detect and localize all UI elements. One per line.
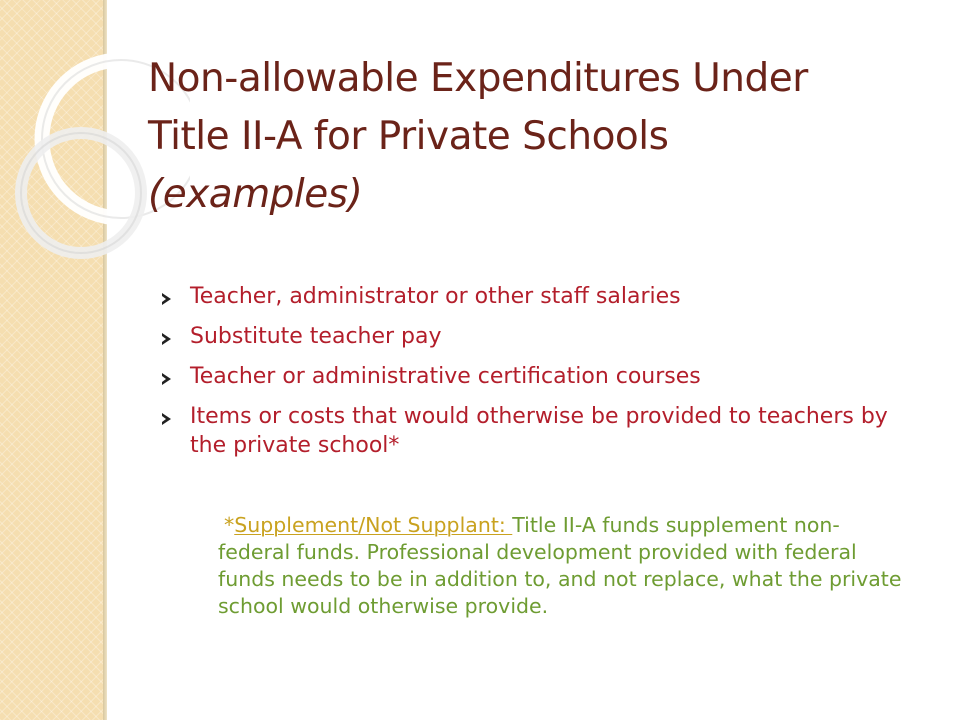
list-item — [162, 322, 910, 351]
non-allowable-expenditure-list — [162, 282, 910, 460]
list-item — [162, 282, 910, 311]
list-item-text: Teacher or administrative certification courses — [190, 364, 701, 389]
note-asterisk: * — [224, 513, 235, 537]
supplement-not-supplant-note — [218, 512, 908, 620]
list-item-text: Items or costs that would otherwise be provided to teachers by the private school* — [190, 404, 888, 458]
note-term: Supplement/Not Supplant: — [234, 513, 513, 537]
title-italic-text: (examples) — [148, 172, 363, 217]
title-main-text: Non-allowable Expenditures Under Title II-A for Private Schools — [148, 56, 808, 159]
arrow-bullet-icon — [162, 293, 171, 305]
list-item-text: Teacher, administrator or other staff salaries — [190, 284, 681, 309]
slide-title — [148, 50, 848, 224]
arrow-bullet-icon — [162, 333, 171, 345]
arrow-bullet-icon — [162, 373, 171, 385]
list-item-text: Substitute teacher pay — [190, 324, 442, 349]
list-item — [162, 362, 910, 391]
small-ring-outline — [21, 133, 141, 253]
list-item — [162, 402, 910, 460]
arrow-bullet-icon — [162, 413, 171, 425]
note-text: Title II-A funds supplement non-federal funds. Professional development provided with federal funds needs to be in addition to, and not replace, what the private school would otherwise provide. — [218, 513, 902, 618]
